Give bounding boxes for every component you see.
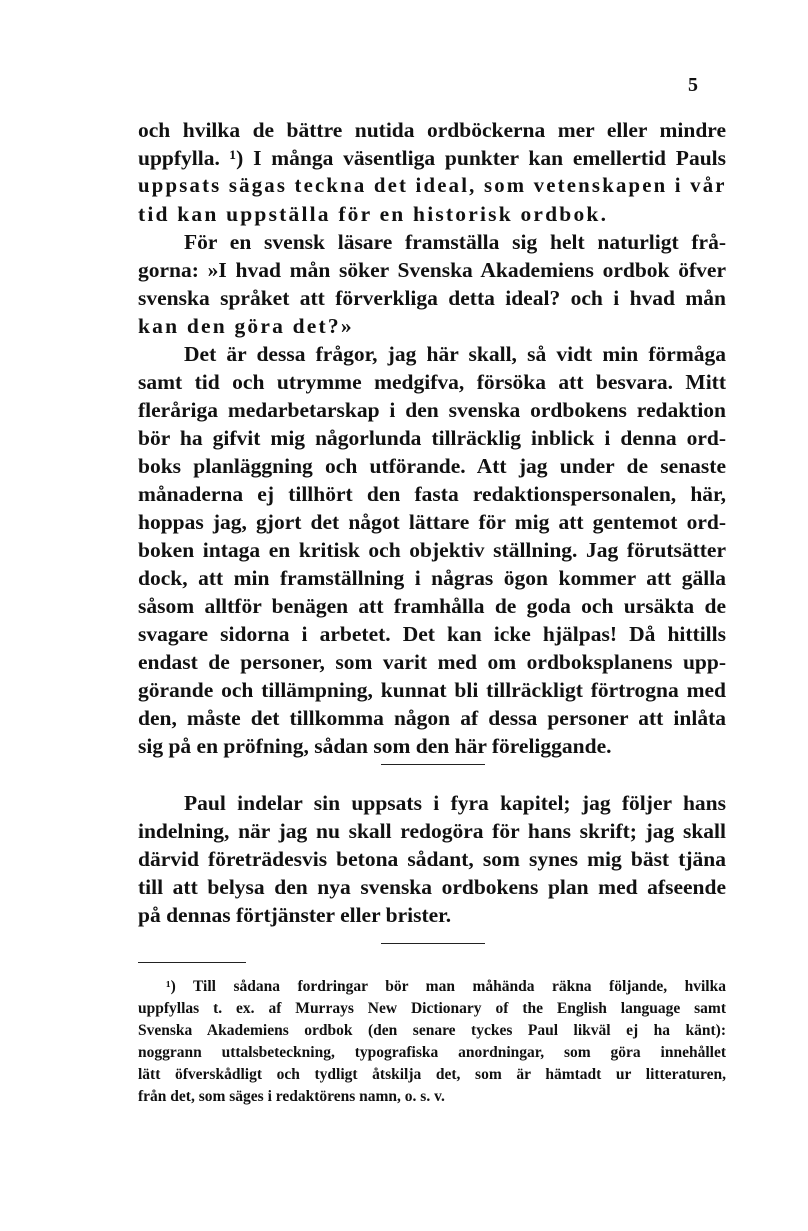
page-number: 5 <box>688 74 698 96</box>
text-line: den, måste det tillkomma någon af dessa personer att inlåta <box>138 706 726 730</box>
text-line: gorna: »I hvad mån söker Svenska Akademiens ordbok öfver <box>138 258 726 282</box>
text-line: endast de personer, som varit med om ordboksplanens upp- <box>138 650 726 674</box>
section-divider <box>381 943 485 944</box>
text-line: uppsats sägas teckna det ideal, som vetenskapen i vår <box>138 175 727 197</box>
text-line: månaderna ej tillhört den fasta redaktionspersonalen, här, <box>138 482 726 506</box>
text-line: tid kan uppställa för en historisk ordbok. <box>138 202 609 226</box>
text-line: till att belysa den nya svenska ordbokens plan med afseende <box>138 875 726 899</box>
text-line: dock, att min framställning i någras ögon kommer att gälla <box>138 566 726 590</box>
footnote-line: lätt öfverskådligt och tydligt åtskilja det, som är hämtadt ur litteraturen, <box>138 1066 726 1083</box>
text-line: hoppas jag, gjort det något lättare för mig att gentemot ord- <box>138 510 726 534</box>
footnote-line: noggrann uttalsbeteckning, typografiska anordningar, som göra innehållet <box>138 1044 726 1061</box>
text-line: görande och tillämpning, kunnat bli tillräckligt förtrogna med <box>138 678 726 702</box>
section-divider <box>381 764 485 765</box>
text-line: bör ha gifvit mig någorlunda tillräcklig inblick i denna ord- <box>138 426 726 450</box>
text-line: svenska språket att förverkliga detta ideal? och i hvad mån <box>138 286 726 310</box>
text-line: indelning, när jag nu skall redogöra för hans skrift; jag skall <box>138 819 726 843</box>
text-line: uppfylla. ¹) I många väsentliga punkter kan emellertid Pauls <box>138 146 726 170</box>
text-line: För en svensk läsare framställa sig helt naturligt frå- <box>184 230 726 254</box>
text-line: boken intaga en kritisk och objektiv ställning. Jag förutsätter <box>138 538 726 562</box>
text-line: såsom alltför benägen att framhålla de goda och ursäkta de <box>138 594 726 618</box>
footnote-separator <box>138 962 246 963</box>
text-line: samt tid och utrymme medgifva, försöka att besvara. Mitt <box>138 370 726 394</box>
footnote-line: Svenska Akademiens ordbok (den senare tyckes Paul likväl ej ha känt): <box>138 1022 726 1039</box>
footnote-line: från det, som säges i redaktörens namn, o. s. v. <box>138 1088 445 1105</box>
text-line: kan den göra det?» <box>138 314 354 338</box>
text-line: och hvilka de bättre nutida ordböckerna mer eller mindre <box>138 118 726 142</box>
footnote-line: uppfyllas t. ex. af Murrays New Dictionary of the English language samt <box>138 1000 726 1017</box>
text-line: boks planläggning och utförande. Att jag under de senaste <box>138 454 726 478</box>
text-line: Paul indelar sin uppsats i fyra kapitel; jag följer hans <box>184 791 726 815</box>
text-line: Det är dessa frågor, jag här skall, så vidt min förmåga <box>184 342 726 366</box>
text-line: fleråriga medarbetarskap i den svenska ordbokens redaktion <box>138 398 726 422</box>
footnote-line: ¹) Till sådana fordringar bör man måhända räkna följande, hvilka <box>166 978 726 995</box>
text-line: på dennas förtjänster eller brister. <box>138 903 452 927</box>
text-line: sig på en pröfning, sådan som den här föreliggande. <box>138 734 612 758</box>
text-line: svagare sidorna i arbetet. Det kan icke hjälpas! Då hittills <box>138 622 726 646</box>
text-line: därvid företrädesvis betona sådant, som synes mig bäst tjäna <box>138 847 726 871</box>
